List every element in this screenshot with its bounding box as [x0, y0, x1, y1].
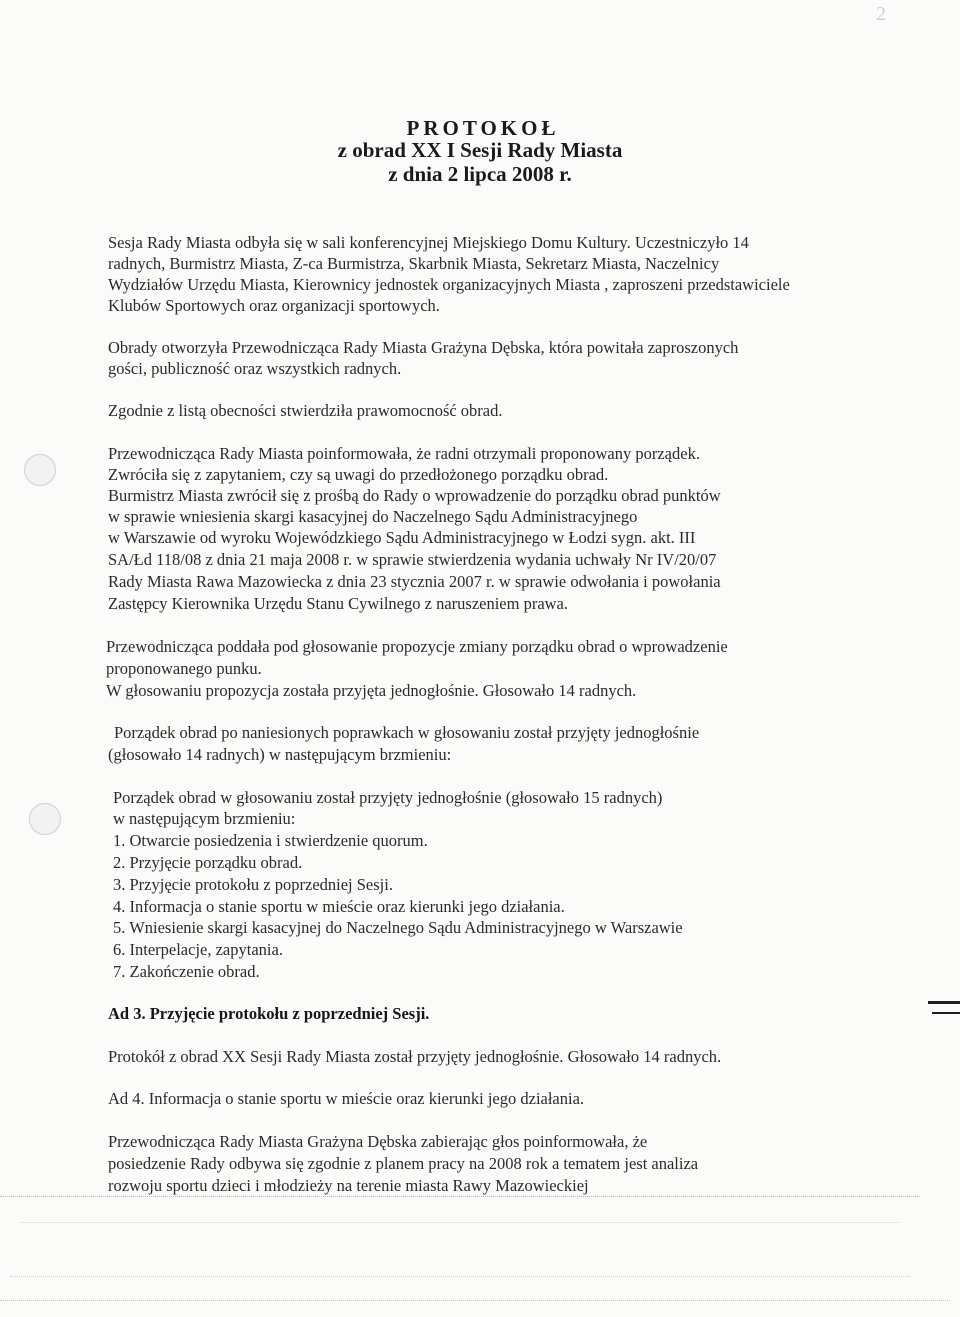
quorum-line: Zgodnie z listą obecności stwierdziła prawomocność obrad. [108, 401, 503, 420]
document-subtitle: z obrad XX I Sesji Rady Miasta [337, 138, 623, 162]
opening-line: Obrady otworzyła Przewodnicząca Rady Miasta Grażyna Dębska, która powitała zaproszonych [108, 338, 739, 357]
agenda-item: 3. Przyjęcie protokołu z poprzedniej Sesji. [113, 875, 393, 894]
vote-change-line: Przewodnicząca poddała pod głosowanie propozycje zmiany porządku obrad o wprowadzenie [106, 637, 728, 656]
agenda-intro-line: Porządek obrad w głosowaniu został przyjęty jednogłośnie (głosowało 15 radnych) [113, 788, 663, 807]
agenda-intro-line: w następującym brzmieniu: [113, 809, 296, 828]
ad3-heading: Ad 3. Przyjęcie protokołu z poprzedniej Sesji. [108, 1004, 430, 1023]
punch-hole-bottom [29, 803, 61, 835]
agenda-info-line: SA/Łd 118/08 z dnia 21 maja 2008 r. w sprawie stwierdzenia wydania uchwały Nr IV/20/07 [108, 550, 717, 569]
agenda-info-line: Zwróciła się z zapytaniem, czy są uwagi do przedłożonego porządku obrad. [108, 465, 609, 484]
document-title: PROTOKOŁ [406, 116, 560, 140]
punch-hole-top [24, 454, 56, 486]
document-date: z dnia 2 lipca 2008 r. [388, 162, 572, 186]
agenda-info-line: Burmistrz Miasta zwrócił się z prośbą do Rady o wprowadzenie do porządku obrad punktów [108, 486, 721, 505]
agenda-info-line: Przewodnicząca Rady Miasta poinformowała, że radni otrzymali proponowany porządek. [108, 444, 700, 463]
scan-artifact-line [0, 1300, 950, 1301]
vote-change-line: W głosowaniu propozycja została przyjęta jednogłośnie. Głosowało 14 radnych. [106, 681, 637, 700]
agenda-item: 1. Otwarcie posiedzenia i stwierdzenie quorum. [113, 831, 428, 850]
agenda-info-line: w Warszawie od wyroku Wojewódzkiego Sądu Administracyjnego w Łodzi sygn. akt. III [108, 528, 696, 547]
vote-change-line: proponowanego punku. [106, 659, 262, 678]
ad4-text-line: posiedzenie Rady odbywa się zgodnie z planem pracy na 2008 rok a tematem jest analiza [108, 1154, 699, 1173]
intro-line: Klubów Sportowych oraz organizacji sportowych. [108, 296, 440, 315]
edge-mark-1 [928, 1001, 960, 1004]
scan-artifact-line [0, 1196, 920, 1197]
intro-line: Wydziałów Urzędu Miasta, Kierownicy jednostek organizacyjnych Miasta , zaproszeni przedstawiciele [108, 275, 790, 294]
ad4-text-line: Przewodnicząca Rady Miasta Grażyna Dębska zabierając głos poinformowała, że [108, 1132, 648, 1151]
agenda-info-line: w sprawie wniesienia skargi kasacyjnej do Naczelnego Sądu Administracyjnego [108, 507, 638, 526]
agenda-info-line: Zastępcy Kierownika Urzędu Stanu Cywilnego z naruszeniem prawa. [108, 594, 569, 613]
agenda-item: 6. Interpelacje, zapytania. [113, 940, 283, 959]
scan-artifact-line [10, 1276, 910, 1277]
agenda-accepted-line: Porządek obrad po naniesionych poprawkach w głosowaniu został przyjęty jednogłośnie [114, 723, 700, 742]
agenda-item: 2. Przyjęcie porządku obrad. [113, 853, 303, 872]
ad4-heading: Ad 4. Informacja o stanie sportu w mieście oraz kierunki jego działania. [108, 1089, 585, 1108]
agenda-item: 7. Zakończenie obrad. [113, 962, 260, 981]
agenda-item: 5. Wniesienie skargi kasacyjnej do Naczelnego Sądu Administracyjnego w Warszawie [113, 918, 683, 937]
agenda-info-line: Rady Miasta Rawa Mazowiecka z dnia 23 stycznia 2007 r. w sprawie odwołania i powołania [108, 572, 721, 591]
agenda-item: 4. Informacja o stanie sportu w mieście oraz kierunki jego działania. [113, 897, 565, 916]
edge-mark-2 [932, 1012, 960, 1014]
ad3-text: Protokół z obrad XX Sesji Rady Miasta został przyjęty jednogłośnie. Głosowało 14 radnych. [108, 1047, 722, 1066]
agenda-accepted-line: (głosowało 14 radnych) w następującym brzmieniu: [108, 745, 452, 764]
page-number: 2 [876, 3, 886, 25]
ad4-text-line: rozwoju sportu dzieci i młodzieży na terenie miasta Rawy Mazowieckiej [108, 1176, 589, 1195]
intro-line: Sesja Rady Miasta odbyła się w sali konferencyjnej Miejskiego Domu Kultury. Uczestniczyło 14 [108, 233, 749, 252]
opening-line: gości, publiczność oraz wszystkich radnych. [108, 359, 402, 378]
intro-line: radnych, Burmistrz Miasta, Z-ca Burmistrza, Skarbnik Miasta, Sekretarz Miasta, Naczelnicy [108, 254, 720, 273]
scan-artifact-line [20, 1222, 900, 1223]
